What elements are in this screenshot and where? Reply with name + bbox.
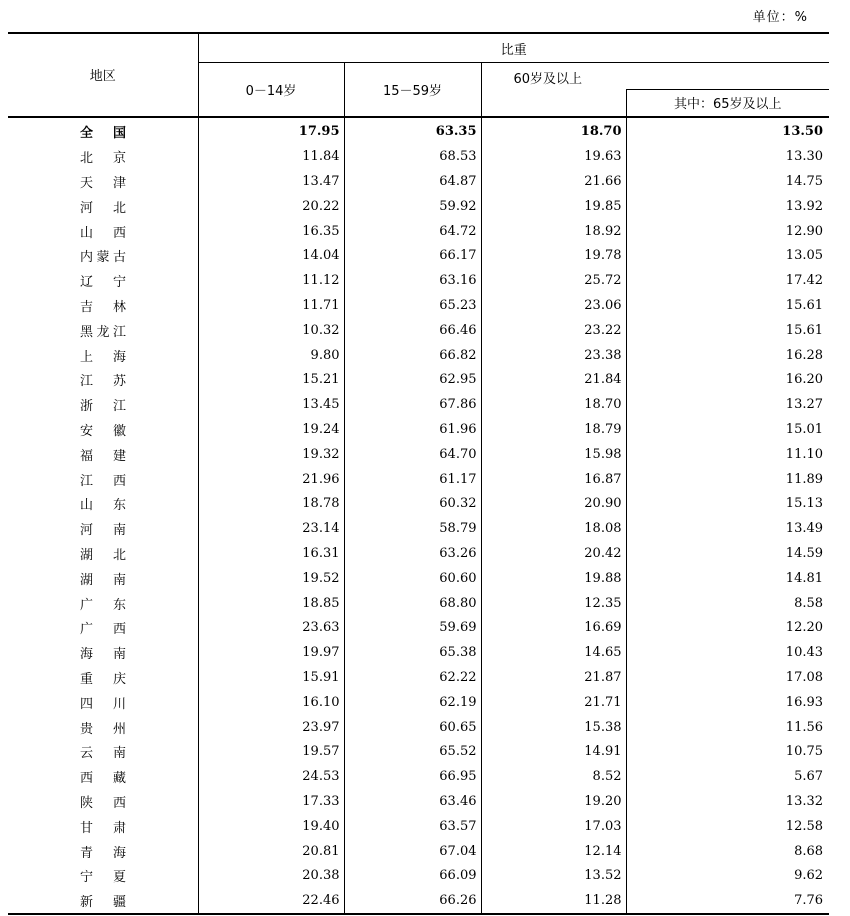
age-65-plus-value: 10.43 (785, 645, 824, 661)
region-cell (8, 318, 198, 343)
region-cell (8, 839, 198, 864)
age-15-59-value: 62.22 (344, 665, 481, 690)
table-row (8, 169, 829, 194)
region-name: 吉 林 (80, 299, 126, 315)
age-0-14-value: 23.97 (198, 715, 344, 740)
table-row (8, 615, 829, 640)
region-name: 新 疆 (80, 895, 126, 911)
table-row (8, 814, 829, 839)
region-cell (8, 392, 198, 417)
age-15-59-value: 64.72 (344, 219, 481, 244)
region-column-header: 地区 (8, 33, 198, 117)
age-60-plus-value: 23.22 (481, 318, 626, 343)
age-0-14-value: 11.12 (198, 268, 344, 293)
age-60-plus-value: 13.52 (481, 863, 626, 888)
age-15-59-value: 66.26 (344, 888, 481, 914)
age-0-14-value: 19.32 (198, 442, 344, 467)
age-15-59-value: 66.17 (344, 243, 481, 268)
region-cell (8, 888, 198, 914)
region-cell (8, 541, 198, 566)
age-15-59-value: 63.35 (344, 117, 481, 145)
age-0-14-value: 23.14 (198, 516, 344, 541)
age-15-59-value: 66.09 (344, 863, 481, 888)
age-15-59-value: 62.19 (344, 690, 481, 715)
population-age-table (8, 32, 829, 915)
age-15-59-value: 63.26 (344, 541, 481, 566)
age-0-14-header: 0－14岁 (198, 63, 344, 117)
age-0-14-value: 19.24 (198, 417, 344, 442)
age-60-plus-value: 21.84 (481, 367, 626, 392)
age-0-14-value: 16.10 (198, 690, 344, 715)
region-name: 内蒙古 (80, 250, 126, 266)
age-15-59-value: 64.70 (344, 442, 481, 467)
age-0-14-value: 11.71 (198, 293, 344, 318)
age-60-plus-value: 19.78 (481, 243, 626, 268)
age-60-plus-value: 21.87 (481, 665, 626, 690)
age-0-14-value: 19.97 (198, 640, 344, 665)
age-60-plus-value: 18.79 (481, 417, 626, 442)
age-15-59-value: 66.46 (344, 318, 481, 343)
age-65-plus-value: 7.76 (794, 893, 824, 909)
table-row (8, 491, 829, 516)
age-15-59-value: 62.95 (344, 367, 481, 392)
table-row (8, 516, 829, 541)
table-row (8, 417, 829, 442)
age-60-plus-value: 19.20 (481, 789, 626, 814)
region-cell (8, 293, 198, 318)
table-row (8, 293, 829, 318)
region-cell (8, 442, 198, 467)
age-0-14-value: 16.35 (198, 219, 344, 244)
age-65-plus-value: 14.59 (785, 545, 824, 561)
age-0-14-value: 17.33 (198, 789, 344, 814)
region-cell (8, 566, 198, 591)
age-15-59-value: 68.80 (344, 591, 481, 616)
region-cell (8, 516, 198, 541)
region-cell (8, 690, 198, 715)
table-row (8, 219, 829, 244)
region-cell (8, 764, 198, 789)
table-row (8, 715, 829, 740)
unit-label: 单位：% (752, 10, 808, 25)
age-60-plus-value: 18.70 (481, 117, 626, 145)
region-name: 河 北 (80, 200, 126, 216)
age-65-plus-value: 14.81 (785, 570, 824, 586)
region-name: 上 海 (80, 349, 126, 365)
age-60-plus-value: 11.28 (481, 888, 626, 914)
age-60-plus-value: 17.03 (481, 814, 626, 839)
region-name: 云 南 (80, 746, 126, 762)
age-0-14-value: 18.85 (198, 591, 344, 616)
age-15-59-value: 61.96 (344, 417, 481, 442)
age-15-59-value: 63.16 (344, 268, 481, 293)
age-0-14-value: 20.81 (198, 839, 344, 864)
region-cell (8, 243, 198, 268)
age-15-59-value: 61.17 (344, 467, 481, 492)
age-15-59-value: 68.53 (344, 144, 481, 169)
age-65-plus-value: 13.49 (785, 521, 824, 537)
table-row (8, 789, 829, 814)
region-name: 天 津 (80, 175, 126, 191)
region-cell (8, 814, 198, 839)
age-60-plus-value: 20.90 (481, 491, 626, 516)
region-name: 山 西 (80, 225, 126, 241)
age-65-plus-value: 12.20 (785, 620, 824, 636)
region-name: 黑龙江 (80, 324, 126, 340)
table-row (8, 888, 829, 914)
age-65-plus-value: 17.08 (785, 669, 824, 685)
age-65-plus-value: 17.42 (785, 273, 824, 289)
table-row (8, 739, 829, 764)
table-row-national (8, 117, 829, 145)
age-15-59-value: 66.82 (344, 343, 481, 368)
age-65-plus-value: 13.32 (785, 793, 824, 809)
age-60-plus-value: 21.66 (481, 169, 626, 194)
age-60-plus-value: 18.92 (481, 219, 626, 244)
table-row (8, 591, 829, 616)
age-60-plus-value: 8.52 (481, 764, 626, 789)
age-65-plus-value: 8.58 (794, 595, 824, 611)
age-0-14-value: 10.32 (198, 318, 344, 343)
region-name: 陕 西 (80, 795, 126, 811)
table-row (8, 318, 829, 343)
table-header (8, 33, 829, 117)
region-cell (8, 169, 198, 194)
region-cell (8, 640, 198, 665)
age-15-59-value: 60.32 (344, 491, 481, 516)
age-60-plus-value: 14.65 (481, 640, 626, 665)
age-15-59-value: 64.87 (344, 169, 481, 194)
region-name: 青 海 (80, 845, 126, 861)
region-name: 西 藏 (80, 771, 126, 787)
age-60-plus-value: 23.38 (481, 343, 626, 368)
table-row (8, 863, 829, 888)
age-65-plus-value: 16.28 (785, 347, 824, 363)
age-0-14-value: 16.31 (198, 541, 344, 566)
age-65-plus-value: 11.89 (785, 471, 824, 487)
age-0-14-value: 19.57 (198, 739, 344, 764)
age-65-plus-value: 11.10 (785, 446, 824, 462)
region-cell (8, 591, 198, 616)
age-65-plus-value: 13.92 (785, 198, 824, 214)
region-name: 江 西 (80, 473, 126, 489)
region-name: 贵 州 (80, 721, 126, 737)
age-65-plus-header: 其中：65岁及以上 (626, 90, 829, 117)
age-15-59-value: 65.38 (344, 640, 481, 665)
age-0-14-value: 19.52 (198, 566, 344, 591)
region-cell (8, 863, 198, 888)
region-name: 全 国 (80, 126, 126, 142)
region-name: 重 庆 (80, 671, 126, 687)
age-15-59-value: 66.95 (344, 764, 481, 789)
region-name: 宁 夏 (80, 870, 126, 886)
table-row (8, 467, 829, 492)
age-60-plus-value: 12.14 (481, 839, 626, 864)
age-60-plus-value: 14.91 (481, 739, 626, 764)
age-65-plus-value: 5.67 (794, 769, 824, 785)
table-row (8, 690, 829, 715)
age-15-59-value: 63.46 (344, 789, 481, 814)
age-65-plus-value: 14.75 (785, 173, 824, 189)
age-60-plus-value: 19.85 (481, 194, 626, 219)
age-0-14-value: 11.84 (198, 144, 344, 169)
region-name: 广 西 (80, 622, 126, 638)
age-65-plus-value: 12.90 (785, 223, 824, 239)
age-0-14-value: 13.45 (198, 392, 344, 417)
age-15-59-value: 59.69 (344, 615, 481, 640)
age-60-plus-value: 21.71 (481, 690, 626, 715)
age-60-plus-label: 60岁及以上 (513, 72, 583, 87)
table-row (8, 764, 829, 789)
region-cell (8, 417, 198, 442)
region-cell (8, 117, 198, 145)
region-name: 北 京 (80, 151, 126, 167)
age-60-plus-value: 15.38 (481, 715, 626, 740)
table-row (8, 392, 829, 417)
table-row (8, 839, 829, 864)
region-name: 山 东 (80, 498, 126, 514)
age-60-plus-value: 19.63 (481, 144, 626, 169)
age-60-plus-value: 19.88 (481, 566, 626, 591)
table-row (8, 268, 829, 293)
age-0-14-value: 20.22 (198, 194, 344, 219)
age-60-plus-value: 20.42 (481, 541, 626, 566)
region-name: 安 徽 (80, 423, 126, 439)
region-cell (8, 268, 198, 293)
region-name: 湖 南 (80, 572, 126, 588)
region-name: 河 南 (80, 523, 126, 539)
age-0-14-value: 19.40 (198, 814, 344, 839)
age-65-plus-value: 13.30 (785, 149, 824, 165)
region-cell (8, 194, 198, 219)
age-15-59-value: 59.92 (344, 194, 481, 219)
region-name: 福 建 (80, 448, 126, 464)
table-row (8, 640, 829, 665)
age-60-plus-value: 18.70 (481, 392, 626, 417)
region-cell (8, 665, 198, 690)
age-15-59-value: 65.52 (344, 739, 481, 764)
age-15-59-header: 15－59岁 (344, 63, 481, 117)
table-row (8, 243, 829, 268)
region-cell (8, 789, 198, 814)
table-row (8, 367, 829, 392)
age-65-plus-value: 13.27 (785, 397, 824, 413)
age-65-plus-value: 15.61 (785, 297, 824, 313)
age-15-59-value: 63.57 (344, 814, 481, 839)
age-0-14-value: 15.21 (198, 367, 344, 392)
table-row (8, 442, 829, 467)
age-60-plus-value: 16.69 (481, 615, 626, 640)
age-60-plus-header (481, 63, 829, 90)
table-row (8, 343, 829, 368)
region-name: 辽 宁 (80, 275, 126, 291)
age-65-plus-value: 13.05 (785, 248, 824, 264)
region-name: 四 川 (80, 696, 126, 712)
age-0-14-value: 9.80 (198, 343, 344, 368)
age-15-59-value: 58.79 (344, 516, 481, 541)
age-65-plus-value: 11.56 (785, 719, 824, 735)
age-65-plus-value: 8.68 (794, 843, 824, 859)
age-0-14-value: 14.04 (198, 243, 344, 268)
region-name: 甘 肃 (80, 820, 126, 836)
age-65-plus-value: 15.01 (785, 421, 824, 437)
age-15-59-value: 65.23 (344, 293, 481, 318)
region-name: 湖 北 (80, 547, 126, 563)
age-0-14-value: 13.47 (198, 169, 344, 194)
age-15-59-value: 60.60 (344, 566, 481, 591)
ratio-header: 比重 (198, 33, 829, 63)
age-0-14-value: 24.53 (198, 764, 344, 789)
age-0-14-value: 22.46 (198, 888, 344, 914)
region-cell (8, 343, 198, 368)
age-15-59-value: 67.86 (344, 392, 481, 417)
region-name: 江 苏 (80, 374, 126, 390)
age-65-plus-value: 13.50 (782, 124, 824, 140)
region-name: 海 南 (80, 647, 126, 663)
table-row (8, 194, 829, 219)
age-60-plus-value: 23.06 (481, 293, 626, 318)
table-body (8, 117, 829, 915)
age-0-14-value: 21.96 (198, 467, 344, 492)
region-cell (8, 467, 198, 492)
region-cell (8, 715, 198, 740)
age-65-plus-value: 15.61 (785, 322, 824, 338)
region-cell (8, 367, 198, 392)
age-0-14-value: 20.38 (198, 863, 344, 888)
age-60-plus-value: 16.87 (481, 467, 626, 492)
age-65-plus-value: 12.58 (785, 818, 824, 834)
age-15-59-value: 60.65 (344, 715, 481, 740)
age-0-14-value: 17.95 (198, 117, 344, 145)
age-65-plus-value: 10.75 (785, 744, 824, 760)
age-65-plus-value: 15.13 (785, 496, 824, 512)
age-60-plus-value: 15.98 (481, 442, 626, 467)
region-cell (8, 615, 198, 640)
table-row (8, 566, 829, 591)
age-60-plus-value: 18.08 (481, 516, 626, 541)
age-65-plus-value: 16.93 (785, 694, 824, 710)
age-65-plus-value: 16.20 (785, 372, 824, 388)
region-cell (8, 219, 198, 244)
age-0-14-value: 23.63 (198, 615, 344, 640)
table-row (8, 144, 829, 169)
region-cell (8, 739, 198, 764)
age-0-14-value: 15.91 (198, 665, 344, 690)
age-0-14-value: 18.78 (198, 491, 344, 516)
age-65-plus-value: 9.62 (794, 868, 824, 884)
table-row (8, 665, 829, 690)
table-row (8, 541, 829, 566)
age-15-59-value: 67.04 (344, 839, 481, 864)
age-60-plus-value: 25.72 (481, 268, 626, 293)
age-60-plus-value: 12.35 (481, 591, 626, 616)
region-name: 浙 江 (80, 399, 126, 415)
region-name: 广 东 (80, 597, 126, 613)
region-cell (8, 144, 198, 169)
age-60-plus-spacer (481, 90, 626, 117)
region-cell (8, 491, 198, 516)
